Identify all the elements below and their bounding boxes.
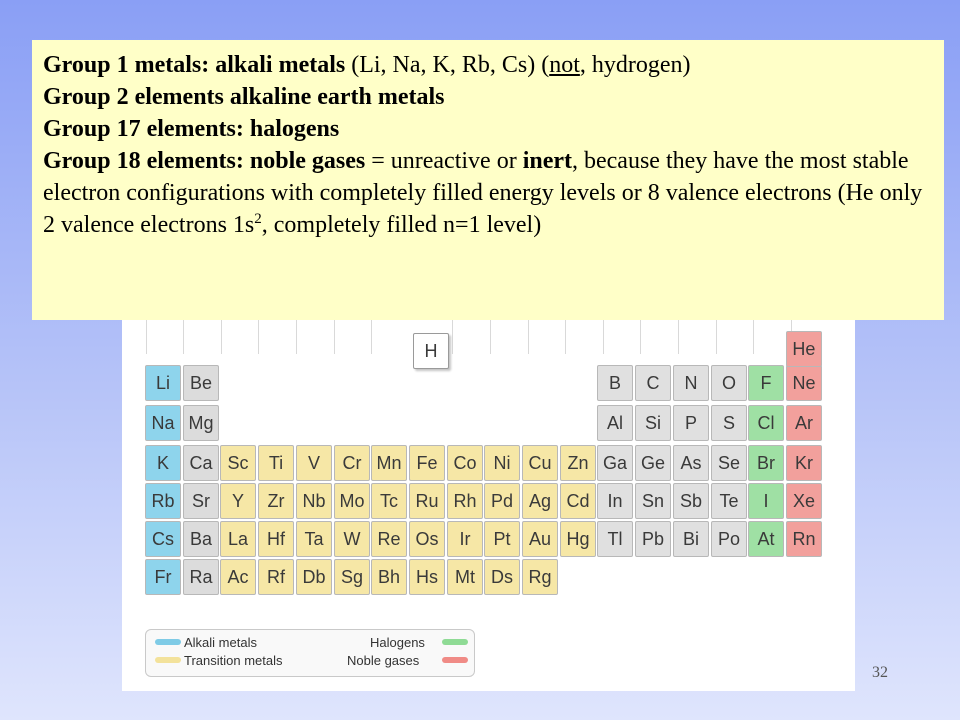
gridline [603, 320, 604, 354]
element-n [673, 365, 709, 401]
line-group-17: Group 17 elements: halogens [43, 116, 340, 142]
element-bh [371, 559, 407, 595]
element-symbol: Zr [267, 490, 285, 511]
element-symbol: Re [377, 528, 401, 549]
element-symbol: Au [528, 528, 552, 549]
element-symbol: Ge [640, 452, 665, 473]
element-symbol: Hf [267, 528, 285, 549]
element-symbol: Ir [459, 528, 471, 549]
element-mn [371, 445, 407, 481]
element-ar [786, 405, 822, 441]
element-symbol: Ru [415, 490, 439, 511]
element-v [296, 445, 332, 481]
element-xe [786, 483, 822, 519]
element-symbol: Ni [493, 452, 511, 473]
element-na [145, 405, 181, 441]
element-hf [258, 521, 294, 557]
element-mo [334, 483, 370, 519]
legend [145, 629, 475, 677]
element-fe [409, 445, 445, 481]
superscript-2: 2 [254, 211, 262, 227]
element-si [635, 405, 671, 441]
element-symbol: Sn [641, 490, 665, 511]
element-p [673, 405, 709, 441]
element-symbol: Se [717, 452, 741, 473]
element-symbol: O [721, 372, 736, 393]
slide-number: 32 [872, 664, 888, 681]
gridline [183, 320, 184, 354]
element-symbol: B [608, 372, 621, 393]
element-symbol: Cu [528, 452, 552, 473]
element-symbol: Ag [528, 490, 552, 511]
element-symbol: Rh [453, 490, 477, 511]
element-li [145, 365, 181, 401]
group18-explanation: , because they have the most stable electron configurations with completely filled energy levels or 8 valence electrons (He only 2 valence electrons 1s [43, 148, 923, 238]
element-ta [296, 521, 332, 557]
group18-text-end: , completely filled n=1 level) [261, 212, 542, 238]
element-symbol: Ga [602, 452, 627, 473]
text-box [32, 40, 944, 320]
element-symbol: Sg [340, 566, 364, 587]
element-as [673, 445, 709, 481]
element-symbol: Mn [376, 452, 402, 473]
line-group-1 [43, 49, 934, 81]
element-hg [560, 521, 596, 557]
element-symbol: P [684, 412, 697, 433]
element-ru [409, 483, 445, 519]
element-tc [371, 483, 407, 519]
element-symbol: Rf [267, 566, 285, 587]
element-symbol: Hg [566, 528, 590, 549]
element-symbol: Bi [682, 528, 699, 549]
element-symbol: He [792, 338, 816, 359]
element-rg [522, 559, 558, 595]
element-symbol: Si [644, 412, 661, 433]
group18-heading: Group 18 elements: noble gases [43, 148, 366, 174]
element-symbol: Li [155, 372, 170, 393]
legend-swatch-alkali [155, 639, 181, 645]
legend-swatch-transition [155, 657, 181, 663]
element-ag [522, 483, 558, 519]
element-symbol: Db [302, 566, 326, 587]
element-br [748, 445, 784, 481]
element-rf [258, 559, 294, 595]
element-sb [673, 483, 709, 519]
element-cs [145, 521, 181, 557]
element-symbol: Ar [795, 412, 813, 433]
element-hs [409, 559, 445, 595]
element-symbol: La [227, 528, 249, 549]
legend-label-transition: Transition metals [184, 653, 283, 668]
element-ni [484, 445, 520, 481]
gridline [716, 320, 717, 354]
element-he [786, 331, 822, 367]
element-mg [183, 405, 219, 441]
element-symbol: Sr [192, 490, 210, 511]
group1-text: (Li, Na, K, Rb, Cs) ( [345, 52, 550, 78]
gridline [528, 320, 529, 354]
paragraph-group-18 [43, 145, 934, 241]
gridline [221, 320, 222, 354]
element-be [183, 365, 219, 401]
element-sc [220, 445, 256, 481]
element-symbol: Tl [607, 528, 623, 549]
element-b [597, 365, 633, 401]
element-symbol: Ca [189, 452, 213, 473]
element-symbol: Rg [528, 566, 552, 587]
element-ti [258, 445, 294, 481]
element-symbol: Pt [493, 528, 511, 549]
element-symbol: At [757, 528, 775, 549]
element-symbol: F [760, 372, 772, 393]
legend-label-noble: Noble gases [347, 653, 420, 668]
gridline [371, 320, 372, 354]
legend-swatch-noble [442, 657, 468, 663]
element-symbol: V [307, 452, 320, 473]
element-k [145, 445, 181, 481]
element-symbol: Be [189, 372, 213, 393]
element-cr [334, 445, 370, 481]
element-symbol: Nb [302, 490, 326, 511]
element-symbol: W [343, 528, 361, 549]
element-symbol: Pd [490, 490, 514, 511]
element-ge [635, 445, 671, 481]
element-symbol: Sc [227, 452, 249, 473]
gridline [258, 320, 259, 354]
element-symbol: S [722, 412, 735, 433]
element-sg [334, 559, 370, 595]
element-pt [484, 521, 520, 557]
element-symbol: As [680, 452, 702, 473]
gridline [296, 320, 297, 354]
element-s [711, 405, 747, 441]
element-os [409, 521, 445, 557]
element-re [371, 521, 407, 557]
element-symbol: Ds [491, 566, 513, 587]
element-rn [786, 521, 822, 557]
element-symbol: Rn [792, 528, 816, 549]
element-rh [447, 483, 483, 519]
element-symbol: Fr [154, 566, 172, 587]
element-zr [258, 483, 294, 519]
element-symbol: Pb [641, 528, 665, 549]
element-symbol: Os [415, 528, 439, 549]
element-symbol: Fe [416, 452, 438, 473]
element-ir [447, 521, 483, 557]
element-symbol: Ba [189, 528, 213, 549]
element-co [447, 445, 483, 481]
element-symbol: Na [151, 412, 175, 433]
element-w [334, 521, 370, 557]
element-symbol: Po [717, 528, 741, 549]
element-ne [786, 365, 822, 401]
element-symbol: Ti [268, 452, 284, 473]
element-db [296, 559, 332, 595]
element-symbol: Al [606, 412, 623, 433]
element-pb [635, 521, 671, 557]
element-rb [145, 483, 181, 519]
legend-label-halogens: Halogens [370, 635, 425, 650]
element-ac [220, 559, 256, 595]
element-o [711, 365, 747, 401]
element-ba [183, 521, 219, 557]
element-au [522, 521, 558, 557]
element-symbol: Rb [151, 490, 175, 511]
element-zn [560, 445, 596, 481]
element-symbol: Kr [795, 452, 813, 473]
gridline [490, 320, 491, 354]
element-symbol: Ta [304, 528, 324, 549]
element-symbol: I [763, 490, 769, 511]
element-h [413, 333, 449, 369]
element-pd [484, 483, 520, 519]
element-symbol: Cs [152, 528, 174, 549]
group1-text-end: , hydrogen) [579, 52, 691, 78]
element-symbol: Br [757, 452, 775, 473]
gridline [640, 320, 641, 354]
element-c [635, 365, 671, 401]
element-symbol: Co [453, 452, 477, 473]
gridline [452, 320, 453, 354]
element-symbol: Mg [188, 412, 214, 433]
element-te [711, 483, 747, 519]
group18-text: = unreactive or [365, 148, 523, 174]
legend-label-alkali: Alkali metals [184, 635, 257, 650]
element-tl [597, 521, 633, 557]
element-symbol: C [646, 372, 660, 393]
element-nb [296, 483, 332, 519]
element-symbol: Cd [566, 490, 590, 511]
element-la [220, 521, 256, 557]
element-symbol: N [684, 372, 698, 393]
element-ra [183, 559, 219, 595]
gridline [565, 320, 566, 354]
element-cd [560, 483, 596, 519]
group1-heading: Group 1 metals: alkali metals [43, 52, 346, 78]
element-f [748, 365, 784, 401]
element-symbol: Cl [757, 412, 775, 433]
element-symbol: Ac [227, 566, 249, 587]
element-ds [484, 559, 520, 595]
element-in [597, 483, 633, 519]
element-al [597, 405, 633, 441]
group1-not: not [549, 52, 580, 78]
element-symbol: Xe [792, 490, 816, 511]
legend-swatch-halogens [442, 639, 468, 645]
element-symbol: Y [231, 490, 244, 511]
element-at [748, 521, 784, 557]
element-symbol: Mt [455, 566, 475, 587]
element-cl [748, 405, 784, 441]
element-y [220, 483, 256, 519]
element-symbol: K [156, 452, 169, 473]
element-symbol: Ne [792, 372, 816, 393]
element-symbol: H [424, 340, 438, 361]
group18-inert: inert [522, 148, 572, 174]
element-se [711, 445, 747, 481]
element-symbol: Te [719, 490, 739, 511]
element-symbol: Bh [377, 566, 401, 587]
gridline [753, 320, 754, 354]
gridline [146, 320, 147, 354]
element-i [748, 483, 784, 519]
element-ca [183, 445, 219, 481]
element-symbol: Zn [567, 452, 589, 473]
element-fr [145, 559, 181, 595]
element-symbol: Cr [342, 452, 362, 473]
element-symbol: Sb [679, 490, 703, 511]
element-symbol: In [607, 490, 623, 511]
element-ga [597, 445, 633, 481]
gridline [678, 320, 679, 354]
element-cu [522, 445, 558, 481]
element-symbol: Mo [339, 490, 365, 511]
element-sn [635, 483, 671, 519]
element-bi [673, 521, 709, 557]
element-symbol: Ra [189, 566, 213, 587]
element-symbol: Tc [380, 490, 398, 511]
element-sr [183, 483, 219, 519]
element-mt [447, 559, 483, 595]
element-po [711, 521, 747, 557]
element-symbol: Hs [416, 566, 438, 587]
gridline [334, 320, 335, 354]
line-group-2: Group 2 elements alkaline earth metals [43, 84, 445, 110]
element-kr [786, 445, 822, 481]
